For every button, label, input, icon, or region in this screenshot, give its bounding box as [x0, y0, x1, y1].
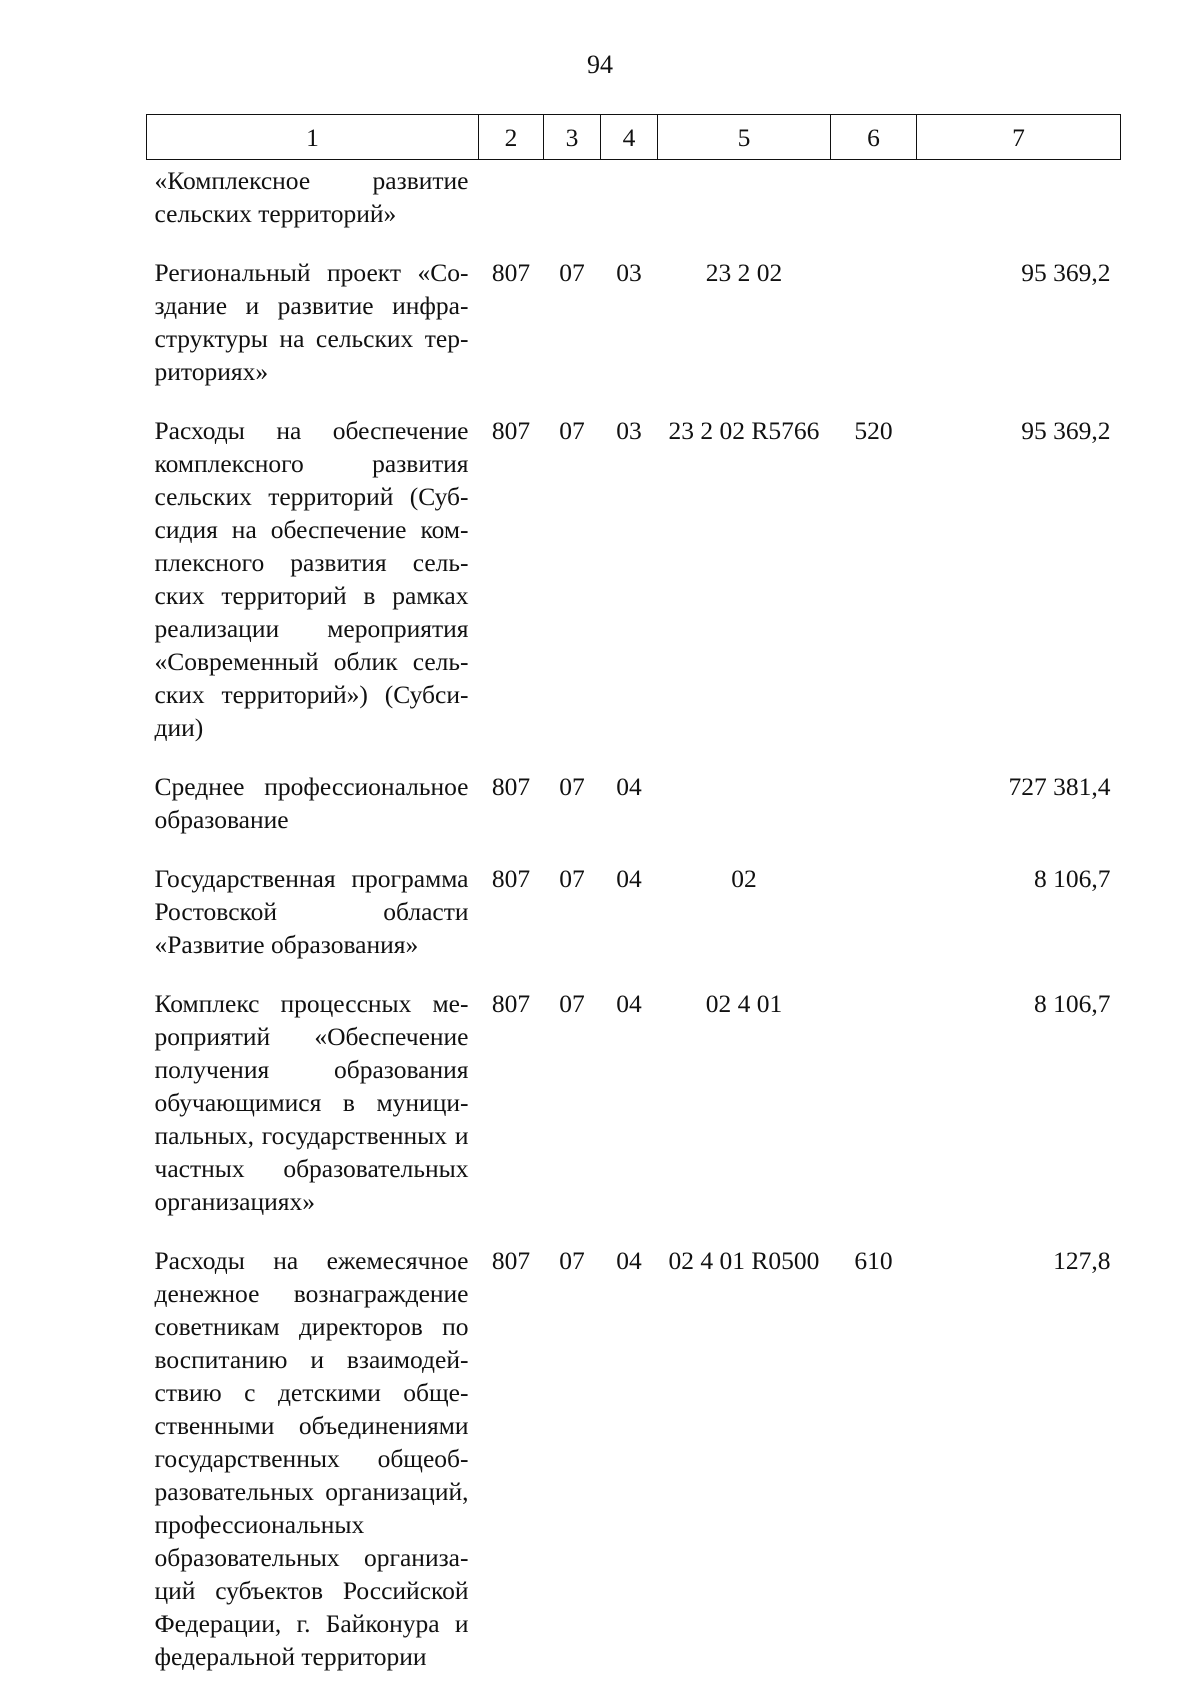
row-expense-type-code: 520: [854, 416, 893, 445]
row-target-item-code: 23 2 02 R5766: [668, 416, 820, 445]
row-description: Комплекс процессных мероприятий «Обеспечение получения образования обучающимися в муниципальных, государственных и частных образовательных организациях»: [154, 989, 469, 1216]
table-row: [147, 242, 1121, 400]
row-expense-type-code: [831, 973, 917, 1230]
column-header: 6: [831, 115, 917, 160]
row-target-item-code: [658, 756, 831, 848]
row-expense-type-code: [831, 848, 917, 973]
row-expense-type-code: [831, 756, 917, 848]
table-row: [147, 1230, 1121, 1685]
row-description: «Комплексное развитие сельских территорий»: [154, 166, 469, 228]
row-target-item-code: [658, 160, 831, 243]
row-amount: 727 381,4: [1008, 772, 1111, 801]
row-ministry-code: 807: [491, 864, 531, 893]
row-section-code: 07: [559, 416, 585, 445]
row-amount: 8 106,7: [1034, 989, 1111, 1018]
column-header: 4: [601, 115, 658, 160]
row-subsection-code: 04: [616, 989, 642, 1018]
row-amount: 95 369,2: [1021, 416, 1111, 445]
row-expense-type-code: 610: [854, 1246, 893, 1275]
row-ministry-code: 807: [491, 416, 531, 445]
row-subsection-code: 03: [616, 416, 642, 445]
row-target-item-code: 02 4 01 R0500: [668, 1246, 820, 1275]
row-section-code: 07: [559, 989, 585, 1018]
row-ministry-code: 807: [491, 772, 531, 801]
row-description: Государственная программа Ростовской области «Развитие образования»: [154, 864, 469, 959]
row-subsection-code: 03: [616, 258, 642, 287]
column-header: 7: [917, 115, 1121, 160]
row-subsection-code: [601, 160, 658, 243]
row-expense-type-code: [831, 242, 917, 400]
column-header: 1: [147, 115, 479, 160]
table-row: [147, 160, 1121, 243]
row-amount: 8 106,7: [1034, 864, 1111, 893]
row-expense-type-code: [831, 160, 917, 243]
table-row: [147, 400, 1121, 756]
row-section-code: 07: [559, 864, 585, 893]
table-row: [147, 756, 1121, 848]
row-target-item-code: 02 4 01: [705, 989, 783, 1018]
table-row: [147, 973, 1121, 1230]
row-description: Расходы на обеспечение комплексного развития сельских территорий (Субсидия на обеспечение комплексного развития сельских территорий в рамках реализации мероприятия «Современный облик сельских территорий») (Субсидии): [154, 416, 469, 742]
column-header: 3: [544, 115, 601, 160]
row-subsection-code: 04: [616, 772, 642, 801]
column-header: 2: [479, 115, 544, 160]
budget-table: [146, 114, 1121, 1685]
row-amount: [917, 160, 1121, 243]
row-target-item-code: 23 2 02: [705, 258, 783, 287]
row-subsection-code: 04: [616, 864, 642, 893]
row-amount: 127,8: [1053, 1246, 1111, 1275]
row-description: Среднее профессиональное образование: [154, 772, 469, 834]
row-description: Региональный проект «Создание и развитие инфраструктуры на сельских территориях»: [154, 258, 469, 386]
row-section-code: 07: [559, 772, 585, 801]
row-description: Расходы на ежемесячное денежное вознаграждение советникам директоров по воспитанию и взаимодействию с детскими общественными объединениями государственных общеобразовательных организаций, профессиональных образовательных организаций субъектов Российской Федерации, г. Байконура и федеральной территории: [154, 1246, 469, 1671]
row-ministry-code: 807: [491, 1246, 531, 1275]
table-row: [147, 848, 1121, 973]
row-section-code: [544, 160, 601, 243]
row-ministry-code: 807: [491, 258, 531, 287]
table-header-row: [147, 115, 1121, 160]
column-header: 5: [658, 115, 831, 160]
row-ministry-code: [479, 160, 544, 243]
page-number: 94: [587, 50, 613, 79]
row-target-item-code: 02: [731, 864, 757, 893]
row-ministry-code: 807: [491, 989, 531, 1018]
row-subsection-code: 04: [616, 1246, 642, 1275]
row-section-code: 07: [559, 1246, 585, 1275]
row-section-code: 07: [559, 258, 585, 287]
row-amount: 95 369,2: [1021, 258, 1111, 287]
